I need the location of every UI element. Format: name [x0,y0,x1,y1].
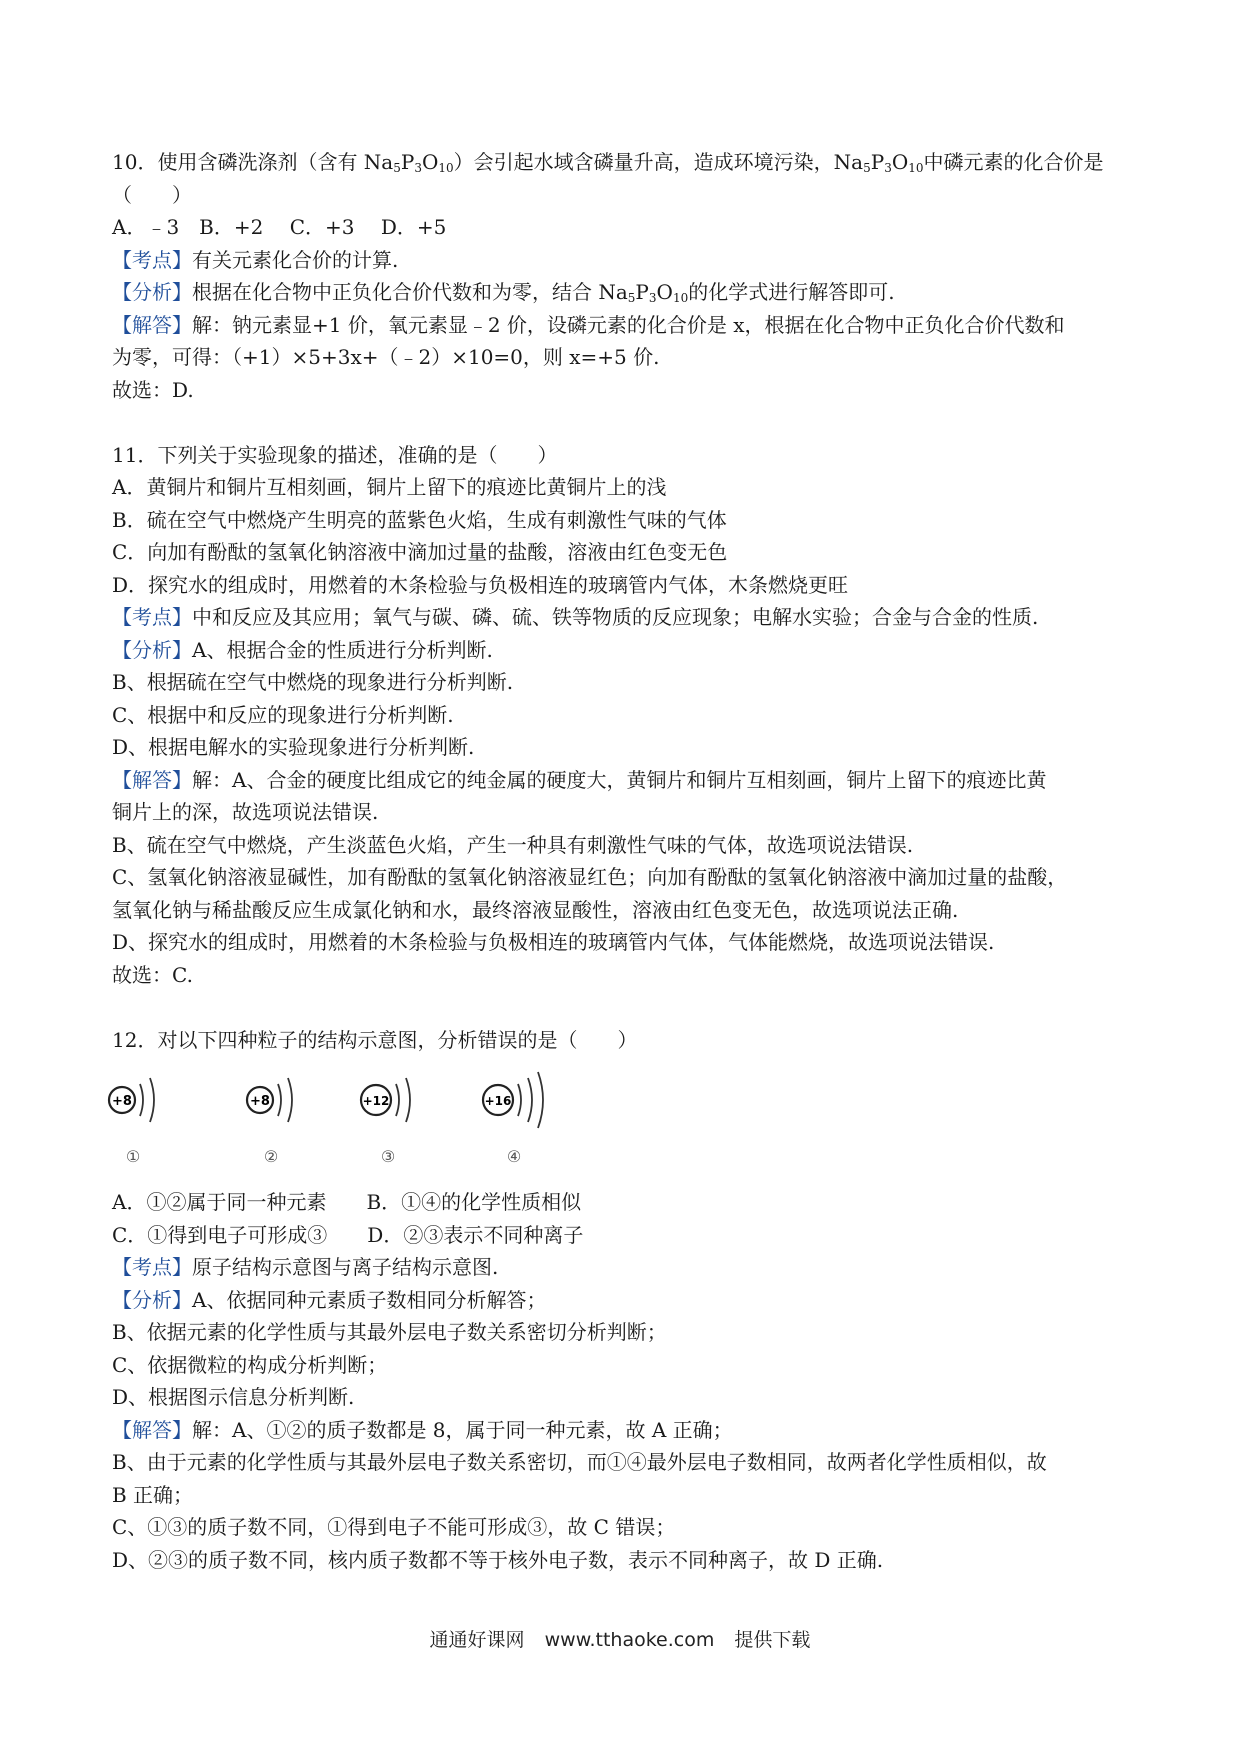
q12-fenxi-b: B、依据元素的化学性质与其最外层电子数关系密切分析判断； [112,1320,667,1344]
jieda-tag: 【解答】 [112,767,192,792]
q12-options-ab: A．①②属于同一种元素 B．①④的化学性质相似 [112,1190,582,1214]
q11-kaodian: 【考点】中和反应及其应用；氧气与碳、磷、硫、铁等物质的反应现象；电解水实验；合金与合金的性质. [112,605,1039,629]
particle-diagram-3 [352,1062,432,1172]
q10-kaodian: 【考点】有关元素化合价的计算. [112,247,399,272]
q11-stem: 11．下列关于实验现象的描述，准确的是（ ） [112,442,558,467]
q10-jieda: 【解答】解：钠元素显+1 价，氧元素显﹣2 价，设磷元素的化合价是 x，根据在化合物中正负化合价代数和 [112,312,1065,337]
q10-answer: 故选：D. [112,377,194,402]
q10-jieda-cont: 为零，可得：（+1）×5+3x+（﹣2）×10=0，则 x=+5 价. [112,345,660,369]
fenxi-tag: 【分析】 [112,637,192,662]
q11-option-a: A．黄铜片和铜片互相刻画，铜片上留下的痕迹比黄铜片上的浅 [112,475,667,499]
footer-note: 提供下载 [734,1629,811,1651]
q12-options-cd: C．①得到电子可形成③ D．②③表示不同种离子 [112,1222,584,1247]
kaodian-tag: 【考点】 [112,1255,192,1279]
q10-options: A．﹣3 B．+2 C．+3 D．+5 [112,215,447,239]
q12-jieda-c: C、①③的质子数不同，①得到电子不能可形成③，故 C 错误； [112,1515,676,1539]
q12-stem: 12．对以下四种粒子的结构示意图，分析错误的是（ ） [112,1027,638,1052]
q10-fenxi: 【分析】根据在化合物中正负化合价代数和为零，结合 $Na_5P_3O_{10}$的化学式进行解答即可. [112,280,895,305]
q11-jieda-c1: C、氢氧化钠溶液显碱性，加有酚酞的氢氧化钠溶液显红色；向加有酚酞的氢氧化钠溶液中滴加过量的盐酸， [112,865,1068,889]
jieda-tag: 【解答】 [112,1417,192,1442]
jieda-tag: 【解答】 [112,312,192,337]
q10-stem-line2: （ ） [112,182,192,207]
q11-answer: 故选：C. [112,962,193,987]
kaodian-tag: 【考点】 [112,247,192,272]
q12-jieda-b2: B 正确； [112,1482,194,1507]
q11-option-d: D．探究水的组成时，用燃着的木条检验与负极相连的玻璃管内气体，木条燃烧更旺 [112,572,849,597]
footer-site: 通通好课网 [429,1629,525,1651]
q11-fenxi-b: B、根据硫在空气中燃烧的现象进行分析判断. [112,670,514,694]
particle-diagram-1 [100,1062,180,1172]
question-10 [112,146,1132,406]
q12-jieda-d: D、②③的质子数不同，核内质子数都不等于核外电子数，表示不同种离子，故 D 正确. [112,1547,884,1572]
nucleus-charge: +12 [362,1094,390,1108]
nucleus-charge: +8 [112,1094,132,1109]
nucleus-charge: +8 [250,1094,270,1109]
particle-diagram-4 [474,1062,564,1172]
document-body [112,146,1132,1576]
q11-option-c: C．向加有酚酞的氢氧化钠溶液中滴加过量的盐酸，溶液由红色变无色 [112,540,728,564]
q11-jieda-b: B、硫在空气中燃烧，产生淡蓝色火焰，产生一种具有刺激性气味的气体，故选项说法错误. [112,832,914,857]
q11-fenxi-c: C、根据中和反应的现象进行分析判断. [112,702,454,727]
q11-fenxi: 【分析】A、根据合金的性质进行分析判断. [112,637,493,662]
figure-label: ④ [506,1147,522,1166]
q12-jieda: 【解答】解：A、①②的质子数都是 8，属于同一种元素，故 A 正确； [112,1417,733,1442]
q12-jieda-b1: B、由于元素的化学性质与其最外层电子数关系密切，而①④最外层电子数相同，故两者化学性质相似，故 [112,1450,1047,1474]
q11-jieda-d: D、探究水的组成时，用燃着的木条检验与负极相连的玻璃管内气体，气体能燃烧，故选项说法错误. [112,930,995,954]
figure-label: ① [125,1147,141,1166]
q11-fenxi-d: D、根据电解水的实验现象进行分析判断. [112,735,475,759]
fenxi-tag: 【分析】 [112,280,192,304]
page-footer [0,1625,1240,1652]
q11-option-b: B．硫在空气中燃烧产生明亮的蓝紫色火焰，生成有刺激性气味的气体 [112,507,727,532]
particle-diagram-2 [238,1062,318,1172]
figure-label: ② [263,1147,279,1166]
question-11 [112,439,1132,992]
footer-url[interactable]: www.tthaoke.com [544,1629,715,1651]
figure-label: ③ [380,1147,396,1166]
kaodian-tag: 【考点】 [112,605,192,629]
nucleus-charge: +16 [484,1094,512,1108]
q11-jieda: 【解答】解：A、合金的硬度比组成它的纯金属的硬度大，黄铜片和铜片互相刻画，铜片上留下的痕迹比黄 [112,767,1047,792]
particle-diagrams [112,1062,1132,1182]
q11-jieda-a2: 铜片上的深，故选项说法错误. [112,800,379,824]
q12-kaodian: 【考点】原子结构示意图与离子结构示意图. [112,1255,499,1279]
q12-fenxi-c: C、依据微粒的构成分析判断； [112,1352,388,1377]
question-12 [112,1024,1132,1577]
q12-fenxi-d: D、根据图示信息分析判断. [112,1385,355,1409]
q12-fenxi: 【分析】A、依据同种元素质子数相同分析解答； [112,1287,547,1312]
q10-stem: 10．使用含磷洗涤剂（含有 $Na_5P_3O_{10}$）会引起水域含磷量升高，造成环境污染，$Na_5P_3O_{10}$中磷元素的化合价是 [112,150,1104,175]
fenxi-tag: 【分析】 [112,1287,192,1312]
q11-jieda-c2: 氢氧化钠与稀盐酸反应生成氯化钠和水，最终溶液显酸性，溶液由红色变无色，故选项说法正确. [112,897,959,922]
